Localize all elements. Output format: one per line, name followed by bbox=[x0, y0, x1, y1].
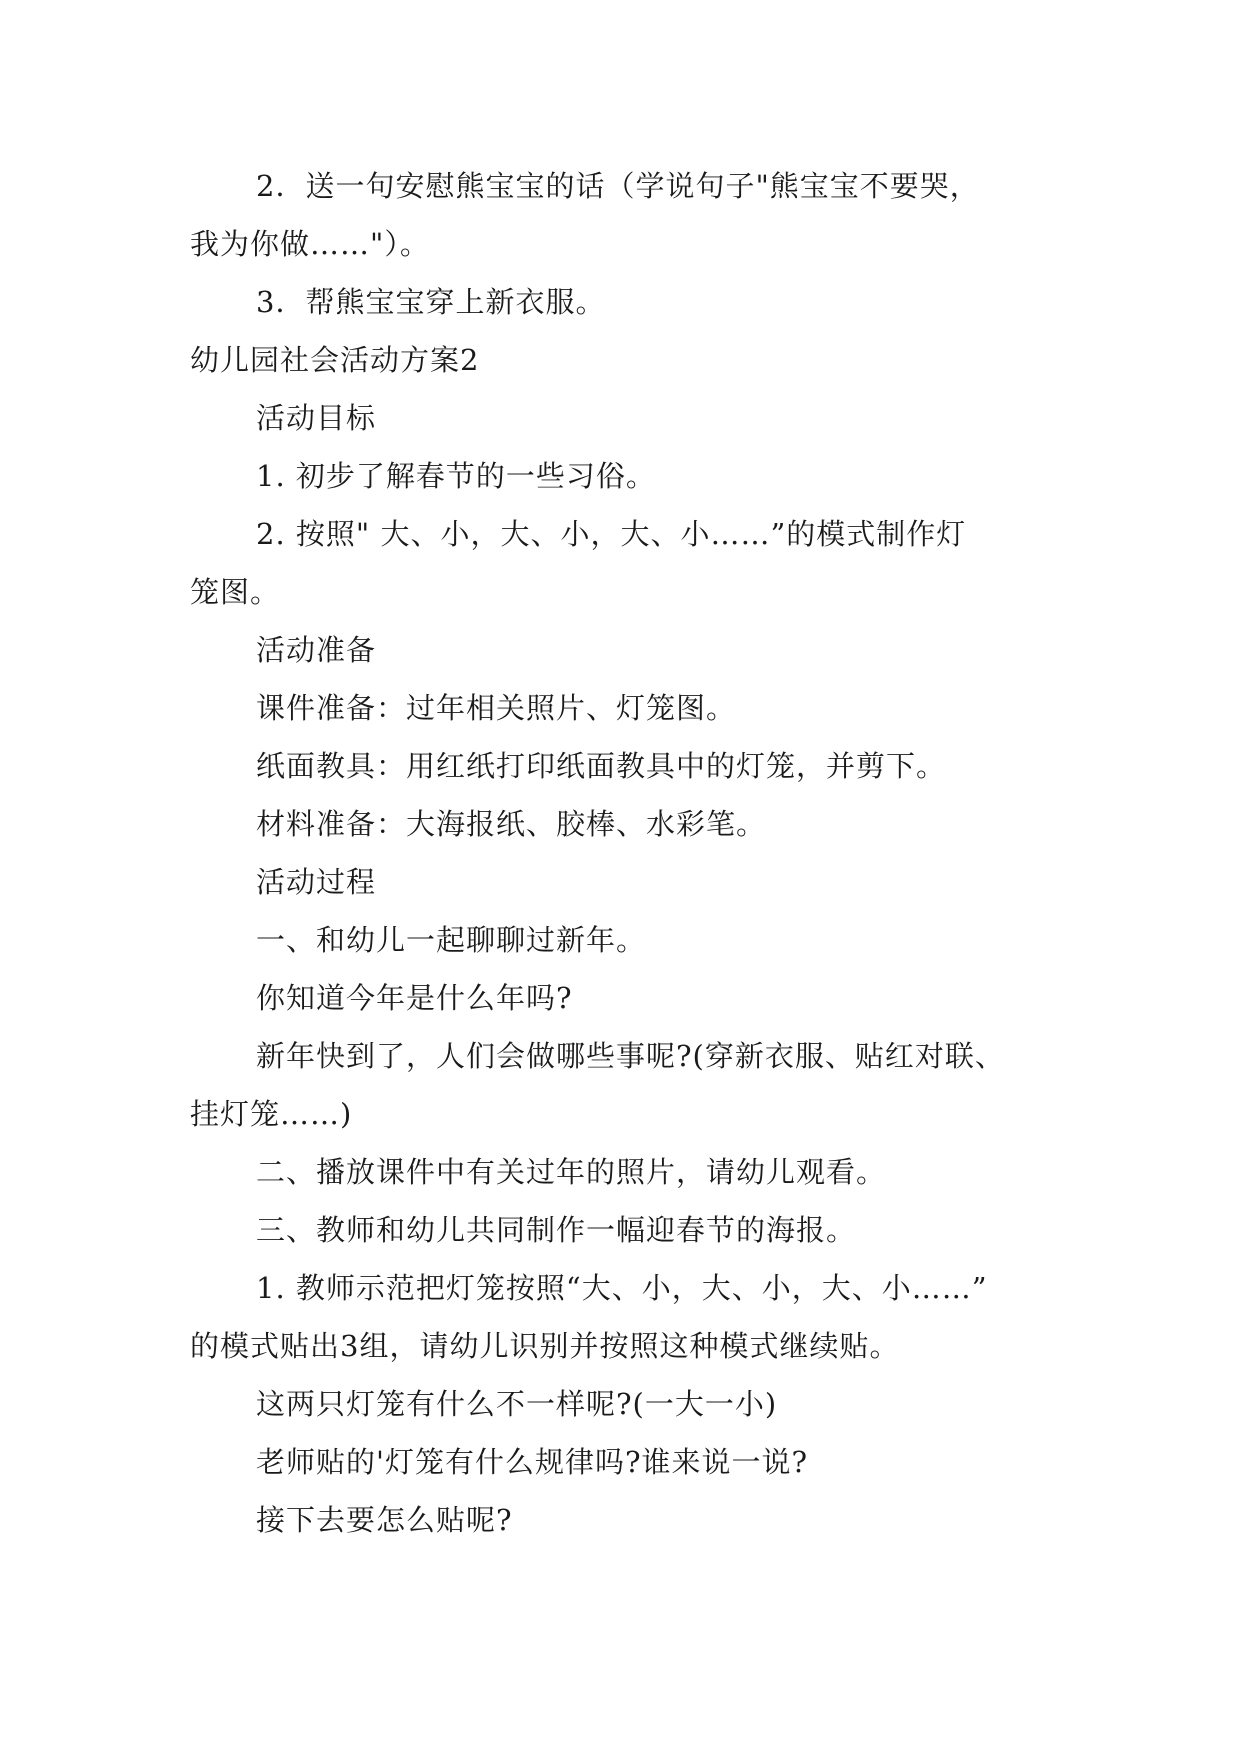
text-line: 2. 按照" 大、小，大、小，大、小……”的模式制作灯 bbox=[256, 517, 967, 551]
text-line: 的模式贴出3组，请幼儿识别并按照这种模式继续贴。 bbox=[190, 1329, 900, 1363]
text-line: 1. 初步了解春节的一些习俗。 bbox=[256, 459, 656, 493]
subheading-activity-goals: 活动目标 bbox=[256, 401, 377, 435]
text-line: 老师贴的'灯笼有什么规律吗?谁来说一说? bbox=[256, 1445, 809, 1479]
text-line: 接下去要怎么贴呢? bbox=[256, 1503, 513, 1537]
text-line: 3．帮熊宝宝穿上新衣服。 bbox=[256, 285, 606, 319]
text-line: 新年快到了，人们会做哪些事呢?(穿新衣服、贴红对联、 bbox=[256, 1039, 1005, 1073]
text-line: 1. 教师示范把灯笼按照“大、小，大、小，大、小……” bbox=[256, 1271, 988, 1305]
subheading-activity-process: 活动过程 bbox=[256, 865, 377, 899]
text-line: 2．送一句安慰熊宝宝的话（学说句子"熊宝宝不要哭， bbox=[256, 169, 980, 203]
text-line: 一、和幼儿一起聊聊过新年。 bbox=[256, 923, 647, 957]
text-line: 你知道今年是什么年吗? bbox=[256, 981, 573, 1015]
text-line: 纸面教具：用红纸打印纸面教具中的灯笼，并剪下。 bbox=[256, 749, 947, 783]
text-line: 这两只灯笼有什么不一样呢?(一大一小) bbox=[256, 1387, 778, 1421]
text-line: 挂灯笼……) bbox=[190, 1097, 353, 1131]
text-line: 二、播放课件中有关过年的照片，请幼儿观看。 bbox=[256, 1155, 887, 1189]
subheading-activity-preparation: 活动准备 bbox=[256, 633, 377, 667]
text-line: 三、教师和幼儿共同制作一幅迎春节的海报。 bbox=[256, 1213, 857, 1247]
text-line: 我为你做……"）。 bbox=[190, 227, 430, 261]
text-line: 课件准备：过年相关照片、灯笼图。 bbox=[256, 691, 737, 725]
text-line: 材料准备：大海报纸、胶棒、水彩笔。 bbox=[256, 807, 767, 841]
text-line: 笼图。 bbox=[190, 575, 281, 609]
section-heading: 幼儿园社会活动方案2 bbox=[190, 343, 480, 377]
